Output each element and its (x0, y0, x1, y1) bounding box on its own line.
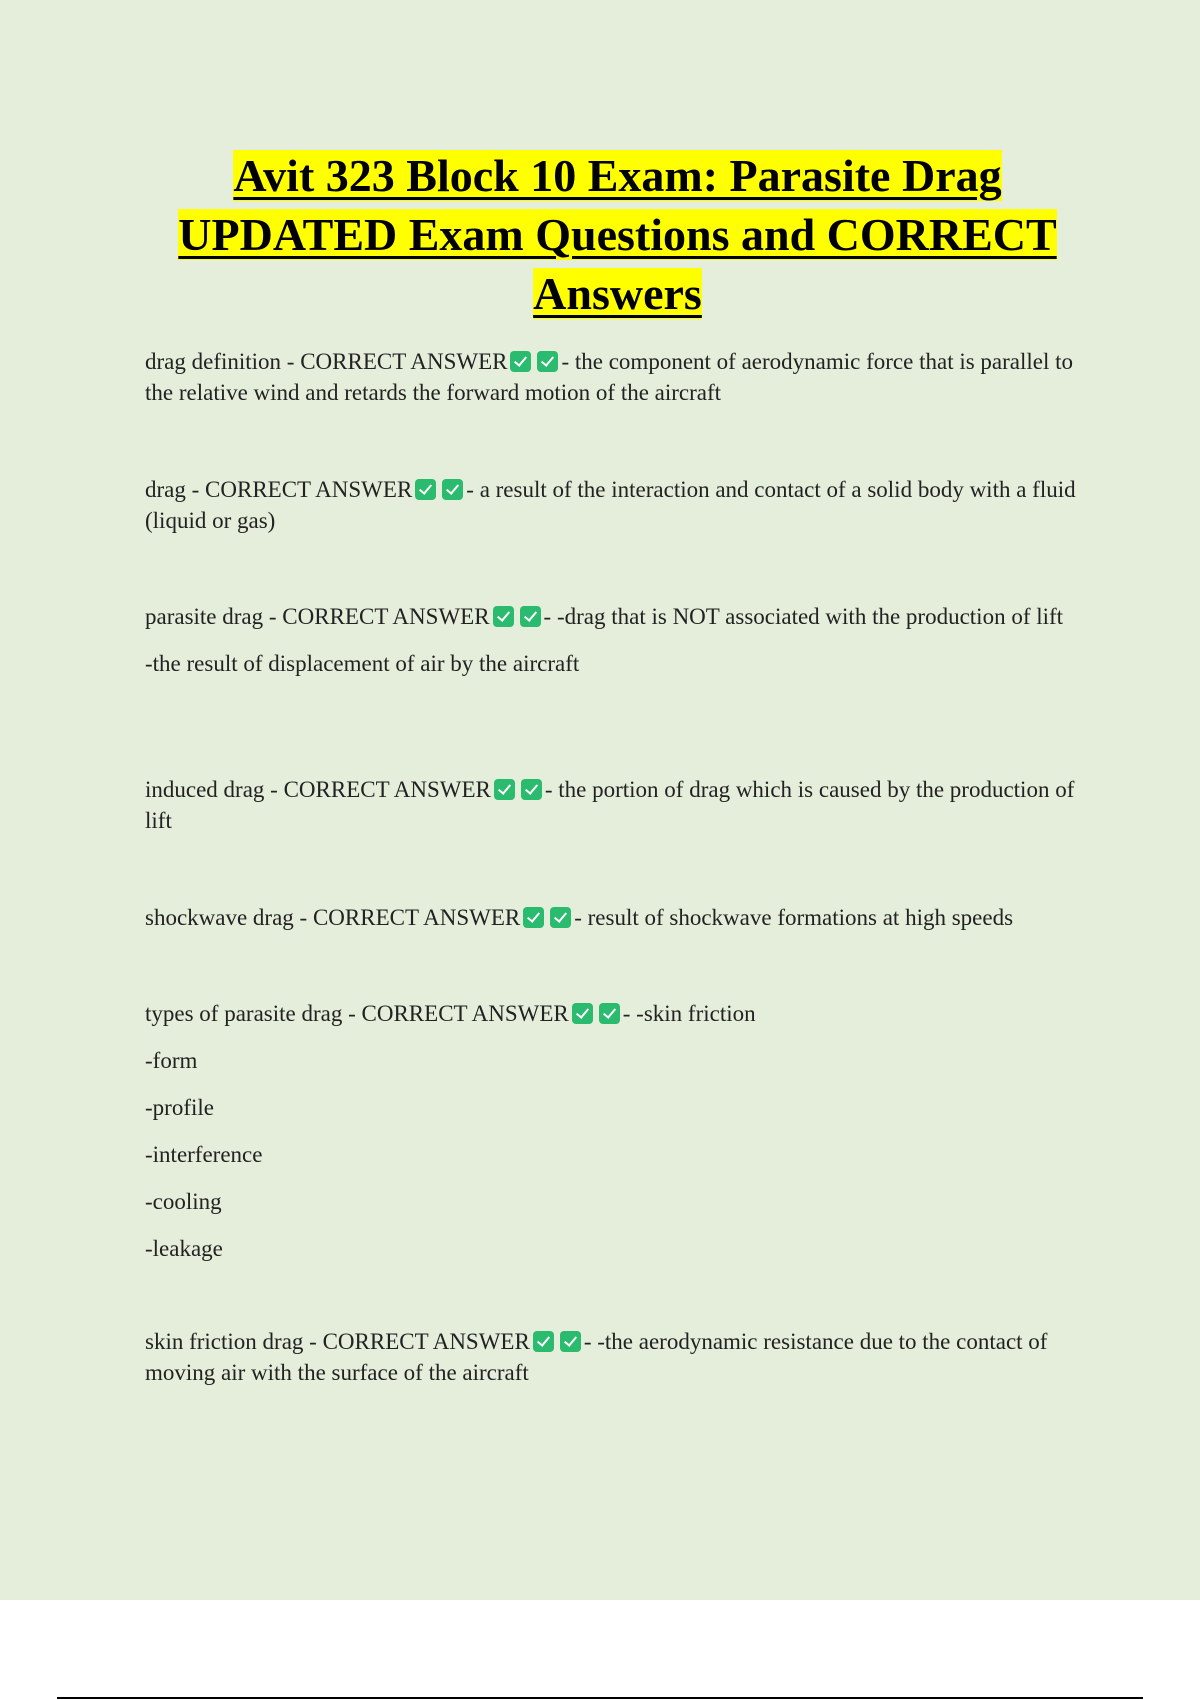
qa-item-text (145, 346, 1095, 408)
title-line-3: Answers (533, 268, 702, 319)
check-icon (523, 907, 544, 928)
qa-answer: - -the aerodynamic resistance due to the contact of moving air with the surface of the aircraft (145, 1329, 1048, 1385)
check-icon (510, 351, 531, 372)
qa-item-skin-friction-drag (145, 1326, 1095, 1388)
check-icon (560, 1331, 581, 1352)
title-line-1: Avit 323 Block 10 Exam: Parasite Drag (233, 150, 1002, 201)
answer-marker: CORRECT ANSWER (282, 604, 490, 629)
qa-extra-line: -interference (145, 1142, 263, 1167)
check-icon (520, 606, 541, 627)
qa-item-types-of-parasite-drag (145, 998, 1095, 1264)
qa-answer: - result of shockwave formations at high speeds (574, 905, 1014, 930)
title-line-2: UPDATED Exam Questions and CORRECT (178, 209, 1057, 260)
qa-item-drag (145, 474, 1095, 536)
qa-item-text (145, 601, 1095, 632)
qa-item-text (145, 1326, 1095, 1388)
answer-marker: CORRECT ANSWER (361, 1001, 569, 1026)
answer-marker: CORRECT ANSWER (300, 349, 508, 374)
qa-answer: - the component of aerodynamic force that is parallel to the relative wind and retards the forward motion of the aircraft (145, 349, 1074, 405)
qa-extra-line: -leakage (145, 1236, 223, 1261)
check-icon (533, 1331, 554, 1352)
check-icon (415, 479, 436, 500)
answer-marker: CORRECT ANSWER (283, 777, 491, 802)
qa-answer: - -skin friction (622, 1001, 756, 1026)
document-title (100, 146, 1135, 323)
qa-item-text (145, 474, 1095, 536)
qa-extra-line: -the result of displacement of air by the aircraft (145, 651, 580, 676)
qa-term: induced drag - (145, 777, 284, 802)
check-icon (521, 779, 542, 800)
check-icon (572, 1003, 593, 1024)
qa-term: parasite drag - (145, 604, 283, 629)
qa-extra-line: -cooling (145, 1189, 222, 1214)
qa-answer: - a result of the interaction and contact of a solid body with a fluid (liquid or gas) (145, 477, 1076, 533)
qa-extra-line: -form (145, 1048, 198, 1073)
check-icon (537, 351, 558, 372)
answer-marker: CORRECT ANSWER (205, 477, 413, 502)
check-icon (494, 779, 515, 800)
check-icon (550, 907, 571, 928)
qa-term: drag - (145, 477, 206, 502)
qa-item-text (145, 774, 1095, 836)
qa-term: shockwave drag - (145, 905, 313, 930)
qa-item-drag-definition (145, 346, 1095, 408)
check-icon (599, 1003, 620, 1024)
qa-extra-line: -profile (145, 1095, 214, 1120)
qa-answer: - -drag that is NOT associated with the production of lift (543, 604, 1064, 629)
qa-answer: - the portion of drag which is caused by the production of lift (145, 777, 1075, 833)
qa-term: skin friction drag - (145, 1329, 323, 1354)
check-icon (493, 606, 514, 627)
qa-term: types of parasite drag - (145, 1001, 362, 1026)
qa-item-shockwave-drag (145, 902, 1095, 933)
check-icon (442, 479, 463, 500)
answer-marker: CORRECT ANSWER (322, 1329, 530, 1354)
qa-item-text (145, 902, 1095, 933)
qa-term: drag definition - (145, 349, 301, 374)
qa-item-induced-drag (145, 774, 1095, 836)
qa-item-text (145, 998, 1095, 1029)
footer-divider (57, 1697, 1143, 1699)
qa-item-parasite-drag (145, 601, 1095, 679)
answer-marker: CORRECT ANSWER (312, 905, 521, 930)
